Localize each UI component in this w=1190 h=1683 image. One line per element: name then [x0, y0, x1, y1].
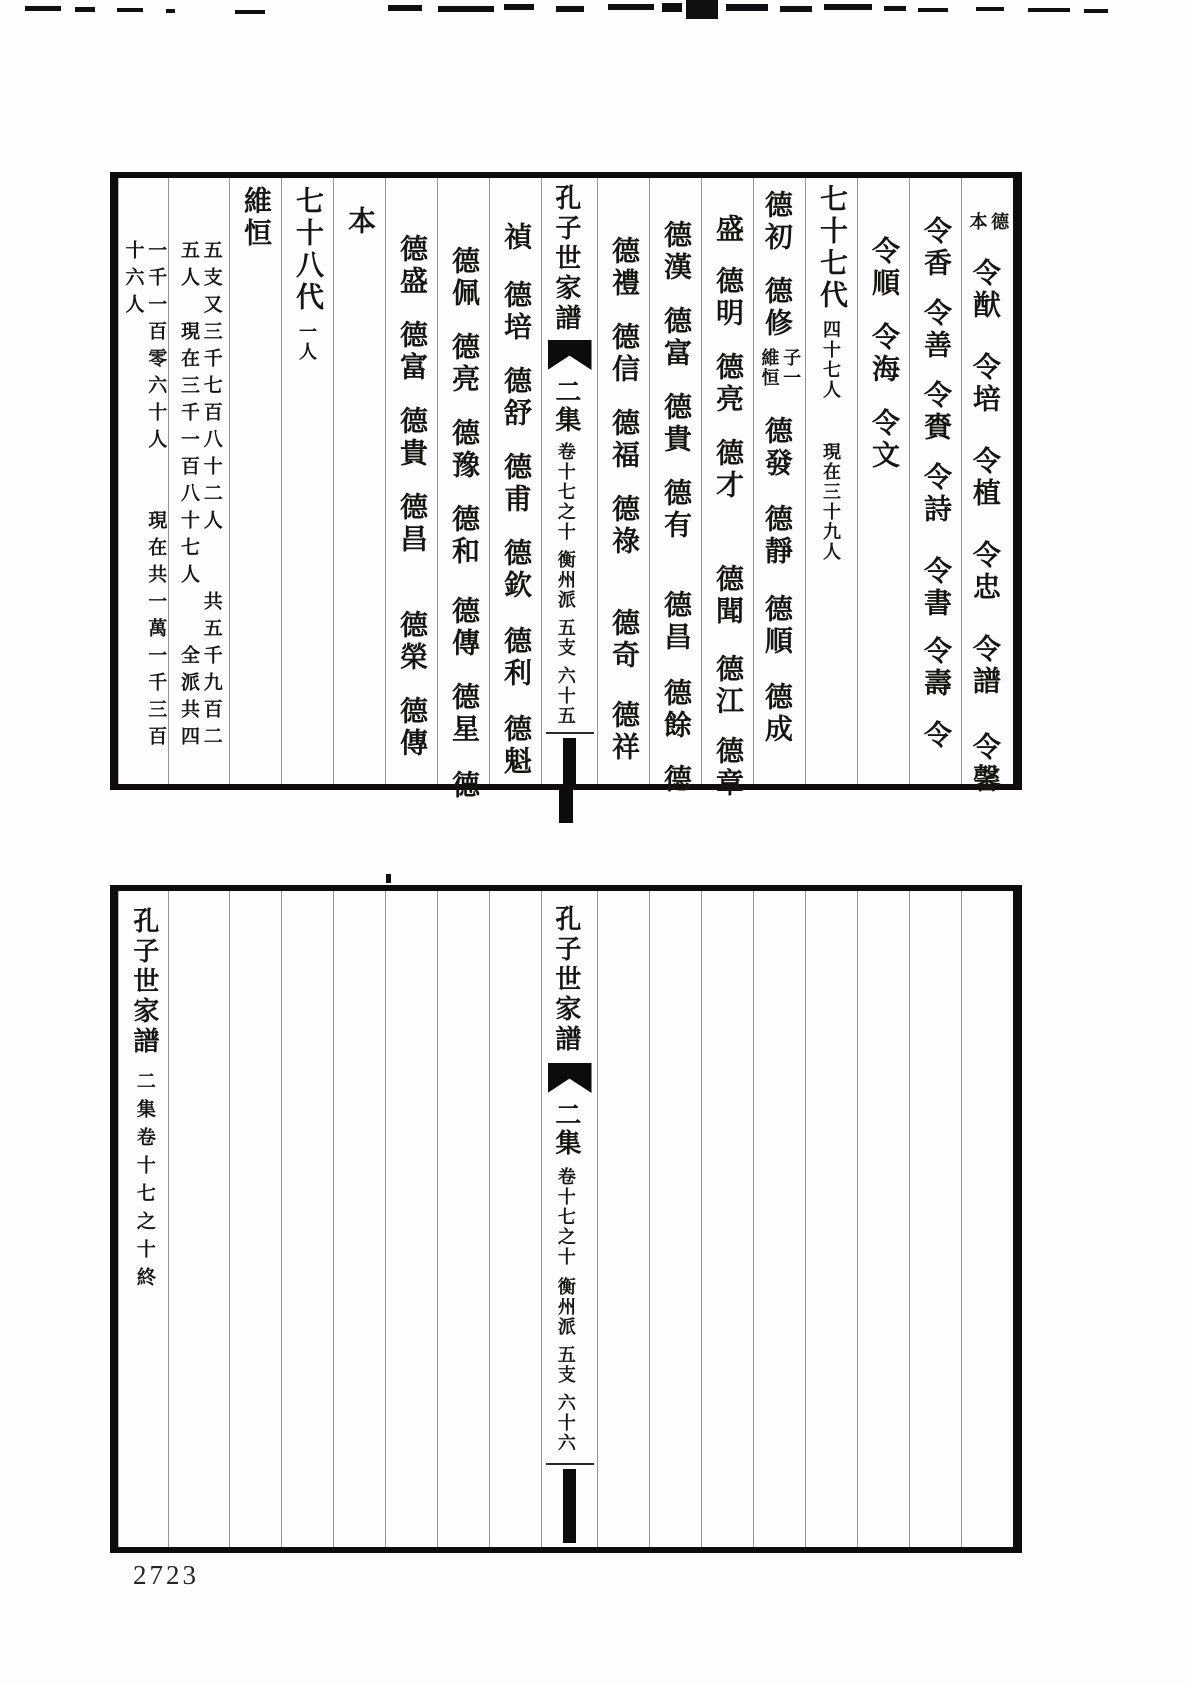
entry-text: 禎 [500, 222, 532, 254]
entry-text: 令文 [868, 408, 900, 472]
entry-text: 德成 [760, 682, 792, 746]
empty-column [437, 891, 489, 1547]
entry-text: 衡州派 [555, 550, 576, 610]
entry-text: 德章 [712, 736, 744, 800]
entry-text: 二集卷十七之十終 [133, 1071, 155, 1295]
column-text [499, 178, 532, 784]
bottom-page-frame [110, 885, 1022, 1553]
empty-column [961, 891, 1013, 1547]
scan-artifact [117, 8, 143, 12]
column-text [343, 178, 376, 784]
column-text [447, 178, 480, 802]
column-text [291, 178, 324, 784]
statistics-column [168, 178, 229, 784]
entry-text: 維恒 [240, 186, 272, 250]
empty-column [701, 891, 753, 1547]
genealogy-column [857, 178, 909, 784]
entry-text: 德培 [500, 280, 532, 344]
empty-column [281, 891, 333, 1547]
annotation-subcolumn-r: 一千一百零六十人 現在共一萬一千三百 [145, 240, 167, 753]
column-rule [546, 1463, 594, 1465]
scan-artifact [438, 6, 494, 12]
scan-artifact [976, 7, 1004, 11]
annotation-subcolumn-r: 子一 [781, 348, 802, 388]
entry-text: 衡州派 [555, 1277, 576, 1337]
entry-text: 德貴 [396, 406, 428, 470]
scan-artifact [388, 5, 422, 11]
entry-text: 四十七人 [821, 320, 842, 400]
entry-text: 令植 [968, 446, 1000, 510]
entry-text: 令書 [920, 556, 952, 620]
double-line-annotation [758, 348, 801, 388]
entry-text: 孔子世家譜 [129, 907, 159, 1057]
entry-text: 七十八代 [292, 186, 324, 314]
entry-text: 德傳 [396, 696, 428, 760]
entry-text: 德明 [712, 266, 744, 330]
empty-column [229, 891, 281, 1547]
entry-text: 孔子世家譜 [551, 184, 581, 334]
genealogy-column [909, 178, 961, 784]
entry-text: 德亮 [712, 352, 744, 416]
entry-text: 德盛 [396, 234, 428, 298]
entry-text: 德昌 [660, 590, 692, 654]
entry-text: 卷十七之十 [555, 1167, 576, 1267]
entry-text: 德聞 [712, 564, 744, 628]
genealogy-column [753, 178, 805, 784]
entry-text: 德 [660, 764, 692, 796]
column-text [121, 178, 167, 784]
entry-text: 令馨 [968, 732, 1000, 796]
column-text [919, 178, 952, 784]
genealogy-column [229, 178, 281, 784]
center-title-column [541, 178, 597, 784]
entry-text: 孔子世家譜 [551, 905, 581, 1055]
entry-text: 六十六 [555, 1393, 576, 1453]
entry-text: 德信 [608, 322, 640, 386]
entry-text: 德有 [660, 478, 692, 542]
entry-text: 德利 [500, 626, 532, 690]
entry-text: 令壽 [920, 636, 952, 700]
entry-text: 令詩 [920, 462, 952, 526]
entry-text: 二集 [551, 378, 581, 434]
empty-column [909, 891, 961, 1547]
entry-text: 德祿 [608, 494, 640, 558]
column-text [966, 178, 1010, 796]
double-line-annotation [121, 240, 167, 753]
scan-artifact [1028, 8, 1070, 12]
scan-artifact [608, 4, 654, 10]
genealogy-column [649, 178, 701, 796]
scan-artifact [824, 4, 872, 10]
column-text [607, 178, 640, 784]
entry-text: 令譜 [968, 634, 1000, 698]
scan-artifact [75, 7, 95, 12]
entry-text: 德祥 [608, 700, 640, 764]
entry-text: 德傳 [448, 596, 480, 660]
generation-header-column [805, 178, 857, 784]
empty-column [649, 891, 701, 1547]
entry-text: 令香 [920, 216, 952, 280]
center-title-column [541, 891, 597, 1547]
top-page-frame [110, 172, 1022, 802]
entry-text: 德欽 [500, 538, 532, 602]
entry-text: 德 [448, 770, 480, 802]
entry-text: 五支 [555, 1345, 576, 1385]
entry-text: 德佩 [448, 246, 480, 310]
entry-text: 德舒 [500, 366, 532, 430]
entry-text: 二集 [551, 1101, 581, 1157]
entry-text: 德初 [760, 190, 792, 254]
entry-text: 德甫 [500, 452, 532, 516]
entry-text: 德順 [760, 594, 792, 658]
empty-column [753, 891, 805, 1547]
fishtail-icon [548, 340, 592, 370]
column-rule [546, 732, 594, 734]
entry-text: 德富 [660, 306, 692, 370]
double-line-annotation [966, 212, 1009, 232]
entry-text: 德星 [448, 682, 480, 746]
scan-artifact [884, 6, 906, 11]
entry-text: 六十五 [555, 666, 576, 726]
entry-text: 德禮 [608, 236, 640, 300]
entry-text: 德餘 [660, 678, 692, 742]
column-text [659, 178, 692, 796]
entry-text: 令培 [968, 352, 1000, 416]
column-text [176, 178, 222, 784]
scan-artifact [166, 9, 175, 13]
column-text [128, 891, 159, 1547]
double-line-annotation [176, 240, 222, 753]
scan-artifact [386, 874, 391, 883]
entry-text: 德和 [448, 504, 480, 568]
column-text [758, 178, 801, 784]
column-text [546, 178, 594, 784]
entry-text: 德貴 [660, 392, 692, 456]
genealogy-column [597, 178, 649, 784]
entry-text: 德亮 [448, 332, 480, 396]
statistics-column [118, 178, 168, 784]
entry-text: 德福 [608, 408, 640, 472]
center-bar-extension [559, 790, 573, 823]
entry-text: 德江 [712, 654, 744, 718]
generation-header-column [281, 178, 333, 784]
entry-text: 一人 [297, 322, 318, 362]
entry-text: 令順 [868, 236, 900, 300]
entry-text: 令海 [868, 322, 900, 386]
entry-text: 德奇 [608, 608, 640, 672]
entry-text: 德漢 [660, 220, 692, 284]
entry-text: 現在三十九人 [821, 442, 842, 562]
genealogy-column [489, 178, 541, 784]
entry-text: 德榮 [396, 610, 428, 674]
column-text [395, 178, 428, 784]
entry-text: 德才 [712, 438, 744, 502]
scan-artifact [1084, 9, 1108, 13]
empty-column [597, 891, 649, 1547]
empty-column [489, 891, 541, 1547]
entry-text: 德昌 [396, 492, 428, 556]
entry-text: 德富 [396, 320, 428, 384]
scan-artifact [556, 6, 584, 12]
empty-column [805, 891, 857, 1547]
annotation-subcolumn-l: 五人 現在三千一百八十七人 全派共四 [178, 240, 199, 753]
scan-artifact [686, 0, 718, 19]
empty-column [857, 891, 909, 1547]
entry-text: 德魁 [500, 714, 532, 778]
scan-artifact [780, 6, 812, 12]
annotation-subcolumn-l: 維恒 [759, 348, 780, 388]
entry-text: 七十七代 [816, 184, 848, 312]
scan-artifact [25, 6, 61, 11]
scan-artifact [918, 8, 948, 12]
column-text [815, 178, 848, 784]
annotation-subcolumn-l: 本 [967, 212, 988, 232]
scan-artifact [726, 4, 768, 11]
genealogy-column [961, 178, 1013, 796]
entry-text: 令猷 [968, 258, 1000, 322]
genealogy-column [333, 178, 385, 784]
column-text [867, 178, 900, 784]
column-text [546, 891, 594, 1547]
entry-text: 德豫 [448, 418, 480, 482]
column-bar [563, 1469, 576, 1543]
scan-artifact [662, 3, 682, 12]
scan-artifact [235, 10, 265, 14]
entry-text: 德發 [760, 416, 792, 480]
entry-text: 五支 [555, 618, 576, 658]
annotation-subcolumn-r: 德 [989, 212, 1010, 232]
column-bar [563, 738, 576, 784]
page-number: 2723 [133, 1560, 199, 1590]
genealogy-column [437, 178, 489, 802]
entry-text: 本 [344, 206, 376, 238]
genealogy-column [701, 178, 753, 800]
column-text [239, 178, 272, 784]
annotation-subcolumn-r: 五支又三千七百八十二人 共五千九百二 [200, 240, 222, 753]
scan-artifact [504, 4, 534, 10]
entry-text: 卷十七之十 [555, 442, 576, 542]
empty-column [168, 891, 229, 1547]
annotation-subcolumn-l: 十六人 [122, 240, 144, 321]
volume-end-column [118, 891, 168, 1547]
genealogy-column [385, 178, 437, 784]
entry-text: 德修 [760, 276, 792, 340]
entry-text: 令善 [920, 298, 952, 362]
column-text [711, 178, 744, 800]
entry-text: 盛 [712, 214, 744, 246]
entry-text: 令忠 [968, 540, 1000, 604]
entry-text: 令 [920, 720, 952, 752]
entry-text: 令賚 [920, 380, 952, 444]
empty-column [333, 891, 385, 1547]
fishtail-icon [548, 1063, 592, 1093]
empty-column [385, 891, 437, 1547]
entry-text: 德靜 [760, 504, 792, 568]
